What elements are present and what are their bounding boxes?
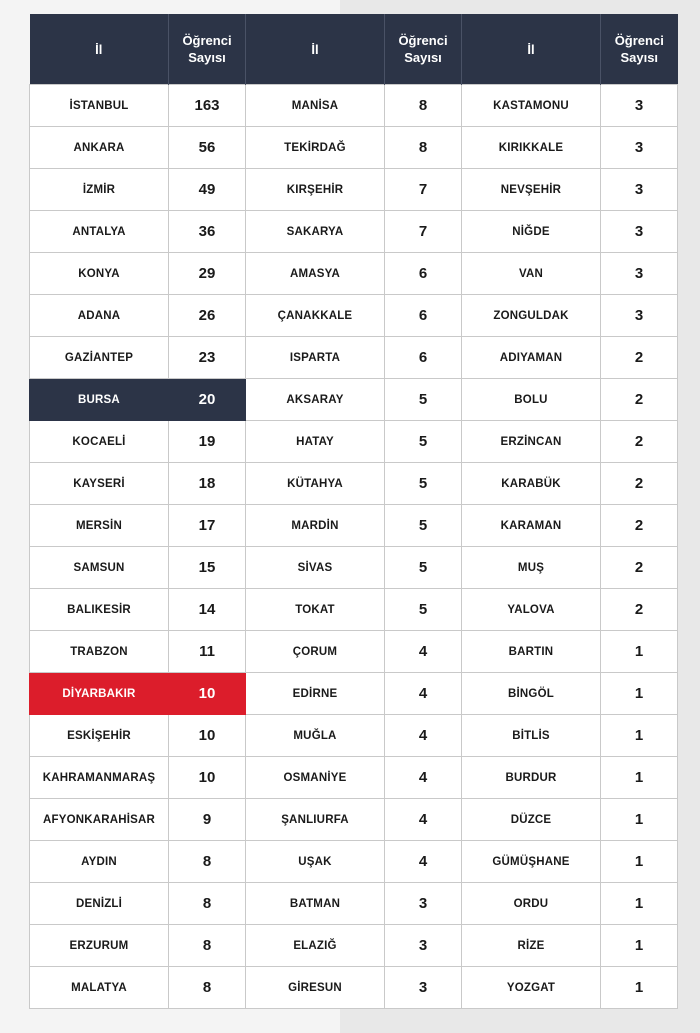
- city-name-cell: OSMANİYE: [246, 757, 385, 799]
- student-count-cell: 1: [601, 799, 678, 841]
- student-count-cell: 7: [385, 169, 462, 211]
- student-count-cell: 4: [385, 757, 462, 799]
- student-count-cell: 6: [385, 295, 462, 337]
- city-name-cell: HATAY: [246, 421, 385, 463]
- table-row: [30, 757, 678, 799]
- city-name-cell: ERZURUM: [30, 925, 169, 967]
- student-count-cell: 8: [169, 925, 246, 967]
- city-name-cell: MUĞLA: [246, 715, 385, 757]
- table-row: [30, 127, 678, 169]
- city-name-cell: MARDİN: [246, 505, 385, 547]
- student-count-cell: 10: [169, 757, 246, 799]
- city-name-cell: TEKİRDAĞ: [246, 127, 385, 169]
- student-count-cell: 2: [601, 379, 678, 421]
- student-count-cell: 3: [385, 925, 462, 967]
- student-count-cell: 2: [601, 505, 678, 547]
- city-name-cell: NİĞDE: [462, 211, 601, 253]
- header-count-3: Öğrenci Sayısı: [601, 14, 678, 85]
- table-row: [30, 799, 678, 841]
- student-count-cell: 14: [169, 589, 246, 631]
- student-count-cell: 10: [169, 673, 246, 715]
- table-row: [30, 505, 678, 547]
- city-name-cell: ÇORUM: [246, 631, 385, 673]
- student-count-cell: 15: [169, 547, 246, 589]
- table-row: [30, 631, 678, 673]
- city-name-cell: GÜMÜŞHANE: [462, 841, 601, 883]
- city-name-cell: GİRESUN: [246, 967, 385, 1009]
- student-count-cell: 3: [601, 127, 678, 169]
- city-name-cell: DÜZCE: [462, 799, 601, 841]
- table-row: [30, 85, 678, 127]
- student-count-cell: 56: [169, 127, 246, 169]
- student-count-cell: 6: [385, 337, 462, 379]
- city-name-cell: KONYA: [30, 253, 169, 295]
- student-count-cell: 1: [601, 757, 678, 799]
- student-count-cell: 17: [169, 505, 246, 547]
- city-name-cell: BİNGÖL: [462, 673, 601, 715]
- city-name-cell: BURDUR: [462, 757, 601, 799]
- city-name-cell: AKSARAY: [246, 379, 385, 421]
- student-count-cell: 3: [385, 967, 462, 1009]
- student-count-cell: 4: [385, 715, 462, 757]
- student-count-cell: 1: [601, 673, 678, 715]
- table-row: [30, 589, 678, 631]
- city-name-cell: KÜTAHYA: [246, 463, 385, 505]
- city-name-cell: BOLU: [462, 379, 601, 421]
- city-name-cell: KIRIKKALE: [462, 127, 601, 169]
- student-count-cell: 3: [601, 295, 678, 337]
- city-name-cell: SİVAS: [246, 547, 385, 589]
- city-name-cell: BARTIN: [462, 631, 601, 673]
- student-count-cell: 5: [385, 505, 462, 547]
- city-name-cell: RİZE: [462, 925, 601, 967]
- student-count-cell: 3: [601, 253, 678, 295]
- table-row: [30, 169, 678, 211]
- student-count-cell: 5: [385, 463, 462, 505]
- city-name-cell: ÇANAKKALE: [246, 295, 385, 337]
- city-name-cell: NEVŞEHİR: [462, 169, 601, 211]
- city-name-cell: ADANA: [30, 295, 169, 337]
- table-row: [30, 253, 678, 295]
- city-name-cell: UŞAK: [246, 841, 385, 883]
- student-count-cell: 2: [601, 463, 678, 505]
- table-row: [30, 883, 678, 925]
- city-name-cell: MERSİN: [30, 505, 169, 547]
- student-count-cell: 1: [601, 631, 678, 673]
- student-count-cell: 1: [601, 883, 678, 925]
- city-name-cell: ADIYAMAN: [462, 337, 601, 379]
- city-name-cell: VAN: [462, 253, 601, 295]
- city-name-cell: TRABZON: [30, 631, 169, 673]
- city-name-cell: SAMSUN: [30, 547, 169, 589]
- student-count-cell: 9: [169, 799, 246, 841]
- student-count-cell: 18: [169, 463, 246, 505]
- student-count-cell: 5: [385, 421, 462, 463]
- student-count-cell: 2: [601, 337, 678, 379]
- city-name-cell: ISPARTA: [246, 337, 385, 379]
- student-count-cell: 8: [385, 85, 462, 127]
- student-count-cell: 8: [385, 127, 462, 169]
- city-name-cell: MALATYA: [30, 967, 169, 1009]
- table-row: [30, 337, 678, 379]
- city-name-cell: EDİRNE: [246, 673, 385, 715]
- student-count-cell: 2: [601, 589, 678, 631]
- student-count-cell: 8: [169, 967, 246, 1009]
- city-name-cell: KIRŞEHİR: [246, 169, 385, 211]
- city-name-cell: YOZGAT: [462, 967, 601, 1009]
- student-count-cell: 6: [385, 253, 462, 295]
- student-count-cell: 1: [601, 925, 678, 967]
- student-count-cell: 2: [601, 547, 678, 589]
- table-row: [30, 295, 678, 337]
- table-row: [30, 673, 678, 715]
- student-count-cell: 11: [169, 631, 246, 673]
- student-count-cell: 7: [385, 211, 462, 253]
- city-name-cell: BİTLİS: [462, 715, 601, 757]
- student-count-cell: 26: [169, 295, 246, 337]
- city-name-cell: YALOVA: [462, 589, 601, 631]
- header-count-2: Öğrenci Sayısı: [385, 14, 462, 85]
- student-count-cell: 163: [169, 85, 246, 127]
- student-count-cell: 8: [169, 841, 246, 883]
- table-row: [30, 925, 678, 967]
- student-count-cell: 5: [385, 379, 462, 421]
- city-name-cell: ŞANLIURFA: [246, 799, 385, 841]
- student-count-cell: 4: [385, 799, 462, 841]
- student-count-cell: 1: [601, 967, 678, 1009]
- student-count-cell: 5: [385, 589, 462, 631]
- table-row: [30, 967, 678, 1009]
- table-row: [30, 379, 678, 421]
- table-row: [30, 463, 678, 505]
- city-name-cell: GAZİANTEP: [30, 337, 169, 379]
- header-count-1: Öğrenci Sayısı: [169, 14, 246, 85]
- student-count-cell: 3: [601, 85, 678, 127]
- city-name-cell: KARABÜK: [462, 463, 601, 505]
- student-count-cell: 5: [385, 547, 462, 589]
- city-name-cell: DİYARBAKIR: [30, 673, 169, 715]
- city-name-cell: ZONGULDAK: [462, 295, 601, 337]
- city-name-cell: KOCAELİ: [30, 421, 169, 463]
- student-count-cell: 4: [385, 841, 462, 883]
- city-name-cell: MANİSA: [246, 85, 385, 127]
- city-name-cell: AFYONKARAHİSAR: [30, 799, 169, 841]
- city-name-cell: KAHRAMANMARAŞ: [30, 757, 169, 799]
- city-name-cell: BURSA: [30, 379, 169, 421]
- student-count-cell: 19: [169, 421, 246, 463]
- header-il-1: İl: [30, 14, 169, 85]
- student-count-cell: 4: [385, 631, 462, 673]
- student-count-cell: 23: [169, 337, 246, 379]
- table-row: [30, 715, 678, 757]
- student-count-cell: 2: [601, 421, 678, 463]
- city-name-cell: TOKAT: [246, 589, 385, 631]
- student-count-cell: 3: [385, 883, 462, 925]
- header-il-3: İl: [462, 14, 601, 85]
- city-name-cell: BATMAN: [246, 883, 385, 925]
- city-name-cell: KARAMAN: [462, 505, 601, 547]
- table-header-row: [30, 14, 678, 85]
- student-count-cell: 8: [169, 883, 246, 925]
- city-name-cell: İSTANBUL: [30, 85, 169, 127]
- student-count-cell: 49: [169, 169, 246, 211]
- header-il-2: İl: [246, 14, 385, 85]
- table-row: [30, 547, 678, 589]
- student-count-cell: 36: [169, 211, 246, 253]
- city-name-cell: AYDIN: [30, 841, 169, 883]
- table-row: [30, 421, 678, 463]
- student-count-cell: 1: [601, 715, 678, 757]
- student-count-cell: 3: [601, 169, 678, 211]
- city-name-cell: ANKARA: [30, 127, 169, 169]
- city-name-cell: ORDU: [462, 883, 601, 925]
- student-count-cell: 3: [601, 211, 678, 253]
- table-row: [30, 211, 678, 253]
- city-name-cell: ESKİŞEHİR: [30, 715, 169, 757]
- city-name-cell: KASTAMONU: [462, 85, 601, 127]
- city-name-cell: DENİZLİ: [30, 883, 169, 925]
- student-count-cell: 10: [169, 715, 246, 757]
- city-name-cell: ERZİNCAN: [462, 421, 601, 463]
- city-name-cell: ELAZIĞ: [246, 925, 385, 967]
- city-name-cell: AMASYA: [246, 253, 385, 295]
- student-count-cell: 1: [601, 841, 678, 883]
- student-count-cell: 4: [385, 673, 462, 715]
- student-count-table: [29, 14, 678, 1009]
- city-name-cell: BALIKESİR: [30, 589, 169, 631]
- table-row: [30, 841, 678, 883]
- student-count-cell: 20: [169, 379, 246, 421]
- city-name-cell: SAKARYA: [246, 211, 385, 253]
- student-count-cell: 29: [169, 253, 246, 295]
- city-name-cell: İZMİR: [30, 169, 169, 211]
- city-name-cell: MUŞ: [462, 547, 601, 589]
- city-name-cell: ANTALYA: [30, 211, 169, 253]
- city-name-cell: KAYSERİ: [30, 463, 169, 505]
